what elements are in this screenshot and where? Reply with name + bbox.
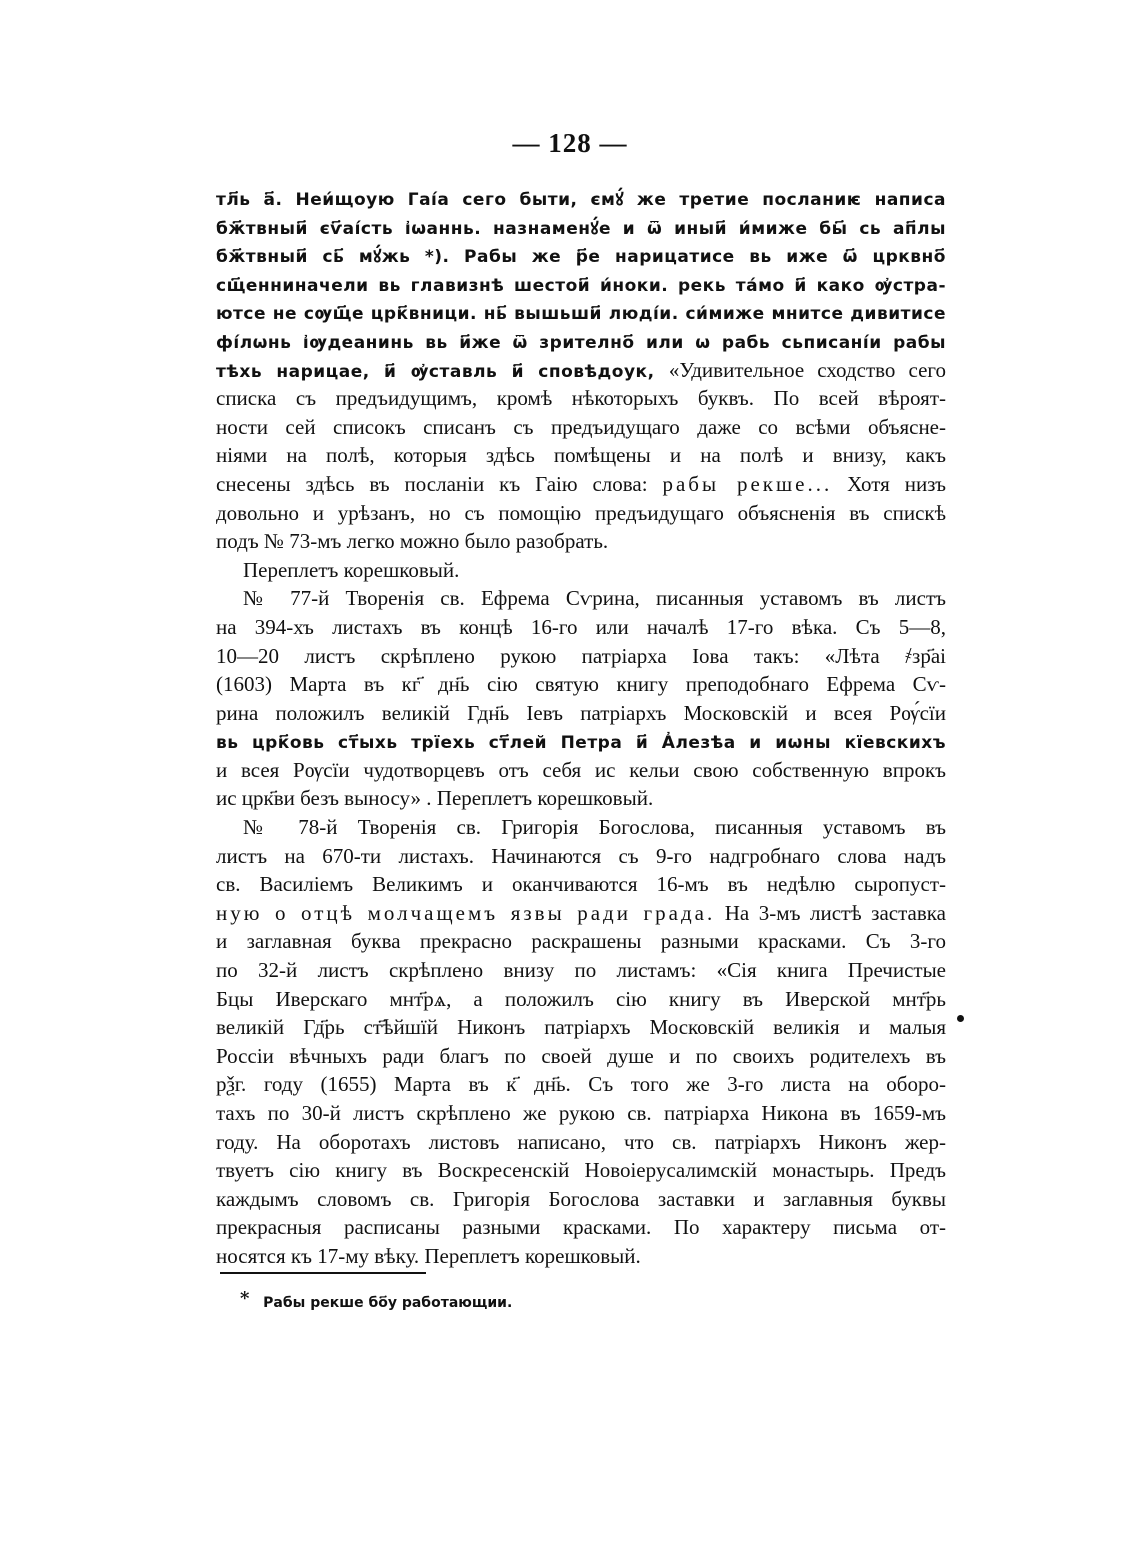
- line-text-tail: Хотя низъ: [832, 471, 946, 496]
- line-text-tail: «Удивительное сходство сего: [668, 357, 946, 382]
- text-line: [216, 356, 946, 385]
- text-line: [216, 1156, 946, 1185]
- line-text: каждымъ словомъ св. Григорія Богослова заставки и заглавныя буквы: [216, 1186, 946, 1211]
- line-text: на 394-хъ листахъ въ концѣ 16-го или началѣ 17-го вѣка. Съ 5—8,: [216, 614, 946, 639]
- text-line: [216, 556, 946, 585]
- line-text: тахъ по 30-й листъ скрѣплено же рукою св. патріарха Никона въ 1659-мъ: [216, 1101, 946, 1125]
- text-line: [216, 813, 946, 842]
- text-line: [216, 642, 946, 671]
- footnote: [240, 1288, 512, 1312]
- church-slavonic-text: бж҃твныи҃ сь҃ мꙋ́жь *). Рабы же р҃е нарицатисе вь иже ѡ҃ црквно҃: [216, 247, 946, 268]
- line-text: снесены здѣсь въ посланіи къ Гаію слова:: [216, 471, 663, 496]
- line-text: рѯг. году (1655) Марта въ к҃ дн҃ь. Съ того же 3-го листа на оборо-: [216, 1072, 946, 1097]
- text-line: [216, 842, 946, 871]
- page-number: — 128 —: [512, 128, 628, 158]
- text-line: [216, 441, 946, 470]
- text-line: [216, 727, 946, 756]
- line-text: по 32-й листъ скрѣплено внизу по листамъ: «Сія книга Пречистые: [216, 958, 946, 983]
- line-text: св. Василіемъ Великимъ и оканчиваются 16-мъ въ недѣлю сыропуст-: [216, 872, 946, 897]
- text-line: [216, 1099, 946, 1128]
- church-slavonic-text: бж҃твныи҃ єѵ҃аі́сть і҆ѡаннь. назнаменꙋ́е и ѿ иныи҃ и́миже бы҃ сь ап҃лы: [216, 218, 946, 239]
- church-slavonic-text: ютсе не сѹщ҃е црк҃вници. нь҃ вышьши҃ люді́и. си́миже мнитсе дивитисе: [216, 304, 946, 325]
- line-text: Бцы Иверскаго мнт҃рѧ, а положилъ сію книгу въ Иверской мнт҃рь: [216, 986, 946, 1011]
- text-line: [216, 870, 946, 899]
- text-line: [216, 784, 946, 813]
- spaced-emphasis-text: рабы рекше...: [662, 471, 833, 496]
- line-text-tail: На 3-мъ листѣ заставка: [715, 900, 946, 925]
- text-line: [216, 1128, 946, 1157]
- line-text: и заглавная буква прекрасно раскрашены разными красками. Съ 3-го: [216, 929, 946, 954]
- line-text: листъ на 670-ти листахъ. Начинаются съ 9-го надгробнаго слова надъ: [216, 843, 946, 868]
- line-text: № 78-й Творенія св. Григорія Богослова, писанныя уставомъ въ: [243, 815, 946, 840]
- line-text: подъ № 73-мъ легко можно было разобрать.: [216, 529, 609, 554]
- text-line: [216, 985, 946, 1014]
- text-line: [216, 1242, 946, 1271]
- text-line: [216, 1185, 946, 1214]
- text-line: [216, 927, 946, 956]
- text-line: [216, 699, 946, 728]
- church-slavonic-text: сщ҃енниначели вь главизнѣ шестои҃ и́ноки. рекь та́мо и҃ како ѹ҆стра-: [216, 275, 946, 296]
- body-text: [216, 184, 946, 1271]
- line-text: году. На оборотахъ листовъ написано, что св. патріархъ Никонъ жер-: [216, 1129, 946, 1154]
- text-line: [216, 213, 946, 242]
- text-line: [216, 1070, 946, 1099]
- line-text: 10—20 листъ скрѣплено рукою патріарха Іова такъ: «Лѣта ҂зр҃аі: [216, 643, 946, 668]
- footnote-divider: [220, 1272, 426, 1274]
- church-slavonic-text: фі́лѡнь і҆ѹдеанинь вь и҃же ѿ зрително҃ или ѡ рабь сьписані́и рабы: [216, 332, 946, 353]
- spaced-emphasis-text: ную о отцѣ молчащемъ язвы ради града.: [216, 900, 716, 925]
- text-line: [216, 584, 946, 613]
- text-line: [216, 270, 946, 299]
- line-text: № 77-й Творенія св. Ефрема Сѵрина, писанныя уставомъ въ листъ: [243, 586, 946, 611]
- footnote-text: Рабы рекше бо҃у работающии.: [263, 1295, 513, 1311]
- church-slavonic-text: тл҃ь а҃. Неи́щоую Гаі́а сего быти, ємꙋ́ же третие посланиѥ написа: [216, 190, 946, 210]
- text-line: [216, 756, 946, 785]
- line-text: прекрасныя расписаны разными красками. По характеру письма от-: [216, 1215, 946, 1240]
- church-slavonic-text: вь црк҃овь ст҃ыхь трїехь ст҃лей Петра и҃ А҆лезѣа и иѡны кїевскихъ: [216, 733, 946, 754]
- text-line: [216, 327, 946, 356]
- line-text: довольно и урѣзанъ, но съ помощію предъидущаго объясненія въ спискѣ: [216, 500, 946, 525]
- text-line: [216, 1042, 946, 1071]
- text-line: [216, 470, 946, 499]
- text-line: [216, 613, 946, 642]
- line-text: носятся къ 17-му вѣку. Переплетъ корешковый.: [216, 1243, 641, 1268]
- ink-speck: [957, 1015, 964, 1022]
- text-line: [216, 298, 946, 327]
- line-text: рина положилъ великій Гдн҃ь Іевъ патріархъ Московскій и всея Рѹ́сїи: [216, 700, 946, 725]
- line-text: великій Гд҃рь ст҃ѣйшїй Никонъ патріархъ Московскій великія и малыя: [216, 1015, 946, 1040]
- text-line: [216, 899, 946, 928]
- text-line: [216, 413, 946, 442]
- text-line: [216, 499, 946, 528]
- line-text: ности сей списокъ списанъ съ предъидущаго даже со всѣми объясне-: [216, 414, 946, 439]
- text-line: [216, 527, 946, 556]
- line-text: списка съ предъидущимъ, кромѣ нѣкоторыхъ буквъ. По всей вѣроят-: [216, 386, 946, 411]
- line-text: и всея Рѹсїи чудотворцевъ отъ себя ис кельи свою собственную впрокъ: [216, 757, 946, 782]
- church-slavonic-text: тѣхь нарицае, и҃ ѹ҆ставль и҃ сповѣдоук,: [216, 361, 669, 382]
- text-line: [216, 1213, 946, 1242]
- text-line: [216, 670, 946, 699]
- line-text: Россіи вѣчныхъ ради благъ по своей душе и по своихъ родителехъ въ: [216, 1043, 946, 1068]
- line-text: ніями на полѣ, которыя здѣсь помѣщены и на полѣ и внизу, какъ: [216, 443, 946, 468]
- text-line: [216, 184, 946, 213]
- line-text: ис црк҃ви безъ выносу» . Переплетъ корешковый.: [216, 786, 654, 811]
- footnote-mark: *: [240, 1288, 250, 1309]
- line-text: Переплетъ корешковый.: [243, 557, 460, 582]
- line-text: твуетъ сію книгу въ Воскресенскій Новоіерусалимскій монастырь. Предъ: [216, 1158, 946, 1183]
- text-line: [216, 384, 946, 413]
- text-line: [216, 241, 946, 270]
- text-line: [216, 956, 946, 985]
- text-line: [216, 1013, 946, 1042]
- line-text: (1603) Марта въ кг҃ дн҃ь сію святую книгу преподобнаго Ефрема Сѵ-: [216, 672, 946, 697]
